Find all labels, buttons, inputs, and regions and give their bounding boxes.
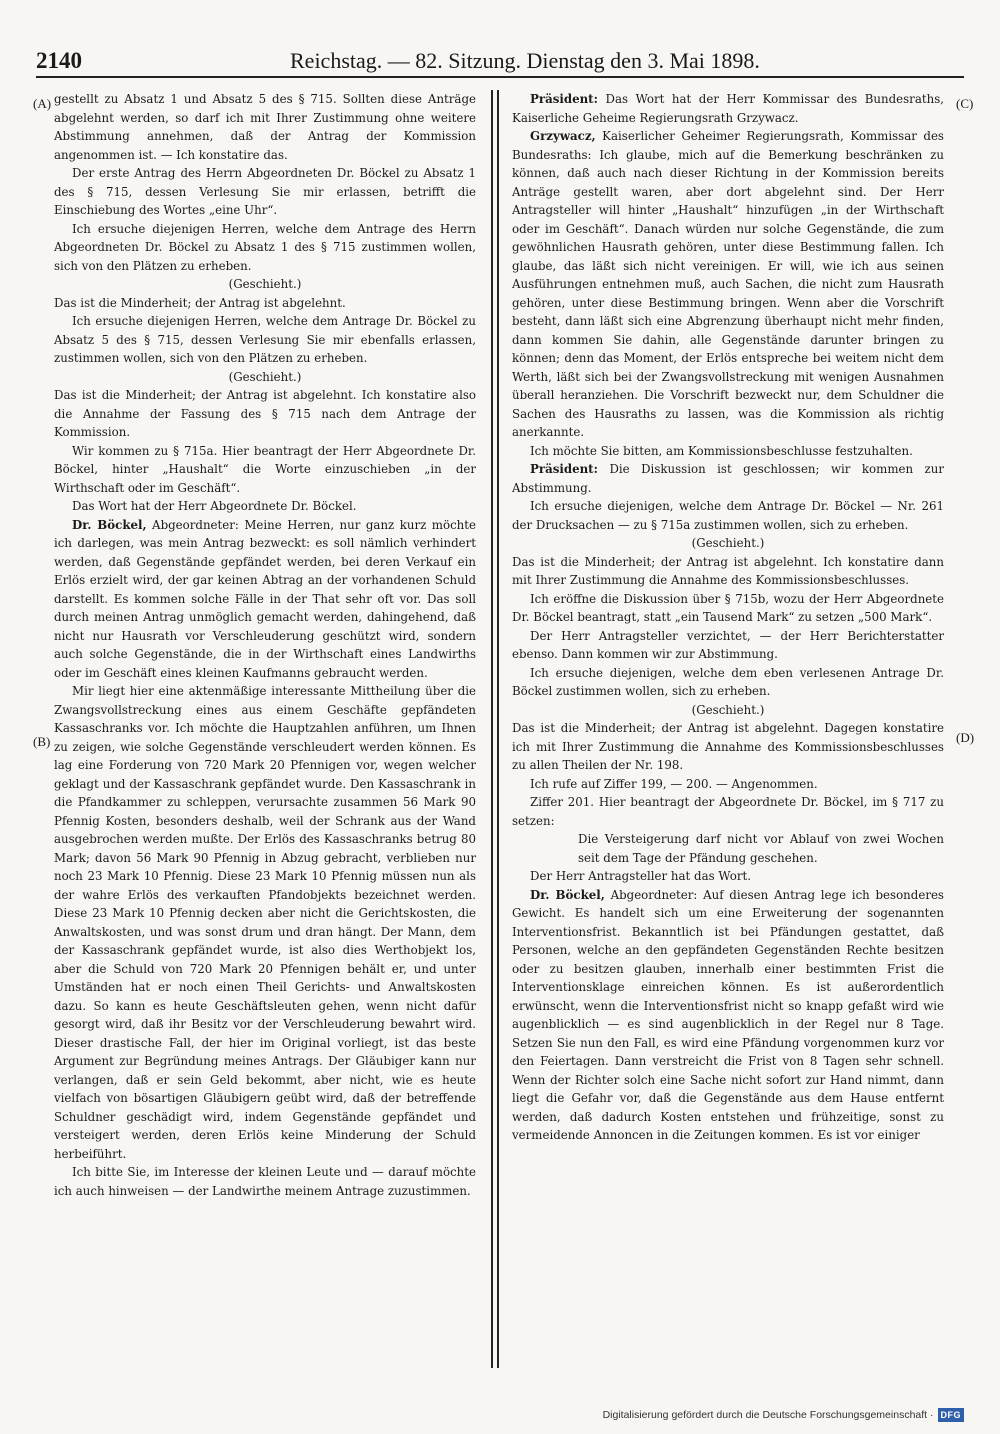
paragraph-text: Ich bitte Sie, im Interesse der kleinen Leute und — darauf möchte ich auch hinweisen — der Landwirthe meinem Antrage zuzustimmen. bbox=[54, 1165, 476, 1198]
column-divider bbox=[491, 90, 493, 1368]
paragraph bbox=[512, 775, 944, 794]
paragraph-text: Ich möchte Sie bitten, am Kommissionsbeschlusse festzuhalten. bbox=[530, 443, 913, 458]
paragraph bbox=[578, 830, 944, 867]
speaker-name: Grzywacz, bbox=[530, 129, 596, 143]
paragraph-text: Der Herr Antragsteller hat das Wort. bbox=[530, 869, 751, 883]
paragraph bbox=[54, 220, 476, 276]
paragraph-text: (Geschieht.) bbox=[691, 702, 765, 717]
paragraph bbox=[512, 701, 944, 720]
paragraph-text: Abgeordneter: Meine Herren, nur ganz kurz möchte ich darlegen, was mein Antrag bezweckt: es soll nämlich verhindert werden, daß Gegenstände gepfändet werden, bei deren Verkauf ein Erlös erzielt wird, der gar keinen Abtrag an der vorhandenen Schuld darstellt. Es kommen solche Fälle in der That sehr oft vor. Das soll durch meinen Antrag unmöglich gemacht werden, dahingehend, daß nicht nur Hausrath vor Verschleuderung geschützt wird, sondern auch solche Gegenstände, die in der Wirthschaft eines Landwirths oder im Geschäft eines kleinen Kaufmanns gebraucht werden. bbox=[54, 517, 476, 680]
paragraph bbox=[54, 164, 476, 220]
paragraph bbox=[54, 275, 476, 294]
page-header bbox=[36, 40, 964, 78]
paragraph bbox=[512, 442, 944, 461]
speaker-name: Präsident: bbox=[530, 92, 598, 106]
paragraph-text: Ich ersuche diejenigen Herren, welche dem Antrage Dr. Böckel zu Absatz 5 des § 715, dessen Verlesung Sie mir ebenfalls erlassen, zustimmen wollen, sich von den Plätzen zu erheben. bbox=[54, 314, 476, 365]
paragraph bbox=[512, 590, 944, 627]
paragraph-text: Die Versteigerung darf nicht vor Ablauf von zwei Wochen seit dem Tage der Pfändung geschehen. bbox=[578, 832, 944, 865]
paragraph bbox=[54, 312, 476, 368]
paragraph bbox=[54, 386, 476, 442]
paragraph-text: Ziffer 201. Hier beantragt der Abgeordnete Dr. Böckel, im § 717 zu setzen: bbox=[512, 795, 944, 828]
paragraph bbox=[54, 497, 476, 516]
paragraph-text: gestellt zu Absatz 1 und Absatz 5 des § 715. Sollten diese Anträge abgelehnt werden, so darf ich mit Ihrer Zustimmung ohne weitere Abstimmung annehmen, daß der Antrag der Kommission angenommen ist. — Ich konstatire das. bbox=[54, 92, 476, 162]
paragraph-text: Abgeordneter: Auf diesen Antrag lege ich besonderes Gewicht. Es handelt sich um eine Erweiterung der sogenannten Interventionsfrist. Bekanntlich ist bei Pfändungen gestattet, daß Personen, welche an den gepfändeten Gegenständen Rechte besitzen oder zu besitzen glauben, innerhalb einer bestimmten Frist die Interventionsklage einreichen können. Es ist außerordentlich erwünscht, wenn die Interventionsfrist nicht so knapp gefaßt wird wie augenblicklich — es sind augenblicklich in der Regel nur 8 Tage. Setzen Sie nun den Fall, es wird eine Pfändung vorgenommen kurz vor den Feiertagen. Dann verstreicht die Frist von 8 Tagen sehr schnell. Wenn der Richter solch eine Sache nicht sofort zur Hand nimmt, dann liegt die Gefahr vor, daß die Gegenstände aus dem Hause entfernt werden, daß dadurch Kosten entstehen und frühzeitige, sonst zu vermeidende Annoncen in die Zeitungen kommen. Es ist vor einiger bbox=[512, 887, 944, 1142]
paragraph-text: Das ist die Minderheit; der Antrag ist abgelehnt. bbox=[54, 295, 346, 310]
paragraph-text: Ich ersuche diejenigen Herren, welche dem Antrage des Herrn Abgeordneten Dr. Böckel zu Absatz 1 des § 715 zustimmen wollen, sich von den Plätzen zu erheben. bbox=[54, 221, 476, 273]
paragraph bbox=[512, 886, 944, 1145]
paragraph bbox=[54, 1163, 476, 1200]
paragraph-text: Wir kommen zu § 715a. Hier beantragt der Herr Abgeordnete Dr. Böckel, hinter „Haushalt“ die Worte einzuschieben „in der Wirthschaft oder im Geschäft“. bbox=[54, 443, 476, 495]
paragraph bbox=[54, 516, 476, 683]
paragraph bbox=[512, 719, 944, 775]
paragraph-text: Das ist die Minderheit; der Antrag ist abgelehnt. Ich konstatire also die Annahme der Fassung des § 715 nach dem Antrage der Kommission. bbox=[54, 388, 476, 439]
paragraph bbox=[512, 627, 944, 664]
paragraph-text: Mir liegt hier eine aktenmäßige interessante Mittheilung über die Zwangsvollstreckung eines aus einem Geschäfte gepfändeten Kassaschranks vor. Ich möchte die Hauptzahlen anführen, um Ihnen zu zeigen, wie solche Gegenstände verschleudert werden können. Es lag eine Forderung von 720 Mark 20 Pfennigen vor, wegen welcher geklagt und der Kassaschrank gepfändet wurde. Den Kassaschrank in die Pfandkammer zu schleppen, verursachte zusammen 56 Mark 90 Pfennig Kosten, besonders deshalb, weil der Schrank aus der Wand ausgebrochen werden mußte. Der Erlös des Kassaschranks betrug 80 Mark; davon 56 Mark 90 Pfennig in Abzug gebracht, verblieben nur noch 23 Mark 10 Pfennig. Diese 23 Mark 10 Pfennig müssen nun als der wahre Erlös des verkauften Pfandobjekts bezeichnet werden. Diese 23 Mark 10 Pfennig decken aber nicht die Gerichtskosten, die Anwaltskosten, und was sonst drum und dran hängt. Der Mann, dem der Kassaschrank gepfändet wurde, ist also dies Werthobjekt los, aber die Schuld von 720 Mark 20 Pfennigen behält er, und unter Umständen hat er noch einen Theil Gerichts- und Anwaltskosten dazu. So kann es heute Geschäftsleuten gehen, wenn nicht dafür gesorgt wird, daß ihr Besitz vor der Verschleuderung bewahrt wird. Dieser drastische Fall, der hier im Original vorliegt, ist das beste Argument zur Begründung meines Antrags. Der Gläubiger kann nur verlangen, daß er sein Geld bekommt, aber nicht, wie es heute vielfach von bösartigen Gläubigern geübt wird, daß der betreffende Schuldner geschädigt wird, indem Gegenstände gepfändet und versteigert werden, deren Erlös keine Minderung der Schuld herbeiführt. bbox=[54, 684, 476, 1161]
margin-mark-d: (D) bbox=[956, 730, 975, 745]
paragraph-text: Ich ersuche diejenigen, welche dem Antrage Dr. Böckel — Nr. 261 der Drucksachen — zu § 715a zustimmen wollen, sich zu erheben. bbox=[512, 499, 944, 532]
paragraph bbox=[512, 460, 944, 497]
paragraph-text: Die Diskussion ist geschlossen; wir kommen zur Abstimmung. bbox=[512, 462, 944, 495]
paragraph-text: Das ist die Minderheit; der Antrag ist abgelehnt. Dagegen konstatire ich mit Ihrer Zustimmung die Annahme des Kommissionsbeschlusses zu allen Theilen der Nr. 198. bbox=[512, 721, 944, 772]
paragraph-text: Ich rufe auf Ziffer 199, — 200. — Angenommen. bbox=[530, 776, 818, 791]
paragraph-text: Der erste Antrag des Herrn Abgeordneten Dr. Böckel zu Absatz 1 des § 715, dessen Verlesung Sie mir erlassen, betrifft die Einschiebung des Wortes „eine Uhr“. bbox=[54, 166, 476, 217]
paragraph bbox=[512, 553, 944, 590]
margin-mark-b: (B) bbox=[33, 734, 51, 749]
paragraph bbox=[512, 127, 944, 442]
margin-mark-c: (C) bbox=[956, 96, 974, 111]
paragraph-text: (Geschieht.) bbox=[228, 277, 302, 291]
speaker-name: Präsident: bbox=[530, 462, 598, 476]
footer-credit: Digitalisierung gefördert durch die Deutsche Forschungsgemeinschaft · bbox=[602, 1409, 934, 1421]
paragraph bbox=[54, 90, 476, 164]
paragraph bbox=[512, 867, 944, 886]
paragraph-text: Das Wort hat der Herr Abgeordnete Dr. Böckel. bbox=[72, 499, 357, 513]
paragraph bbox=[512, 90, 944, 127]
paragraph bbox=[54, 682, 476, 1163]
paragraph bbox=[512, 793, 944, 830]
footer bbox=[603, 1404, 964, 1426]
paragraph-text: Der Herr Antragsteller verzichtet, — der Herr Berichterstatter ebenso. Dann kommen wir zur Abstimmung. bbox=[512, 628, 944, 661]
left-column bbox=[54, 90, 476, 1200]
paragraph-text: (Geschieht.) bbox=[691, 536, 765, 550]
paragraph bbox=[512, 497, 944, 534]
paragraph bbox=[512, 664, 944, 701]
right-column bbox=[512, 90, 944, 1145]
paragraph-text: Kaiserlicher Geheimer Regierungsrath, Kommissar des Bundesraths: Ich glaube, mich auf die Bemerkung beschränken zu können, daß auch nach dieser Richtung in der Kommission bereits Anträge gestellt waren, aber dort abgelehnt sind. Der Herr Antragsteller will hinter „Haushalt“ hinzufügen „in der Wirthschaft oder im Geschäft“. Danach würden nur solche Gegenstände, die zum gewöhnlichen Hausrath gehören, unter diese Bestimmung fallen. Ich glaube, das läßt sich nicht vereinigen. Er will, wie ich aus seinen Ausführungen entnehmen muß, auch Sachen, die nicht zum Hausrath gehören, unter diese Bestimmung bringen. Wenn aber die Vorschrift besteht, dann läßt sich eine Abgrenzung überhaupt nicht mehr finden, dann kommen Sie dahin, alle Gegenstände darunter bringen zu können; denn das Moment, der Erlös entspreche bei weitem nicht dem Werth, läßt sich bei der Zwangsvollstreckung mit wenigen Ausnahmen überall heranziehen. Die Vorschrift bezweckt nur, dem Schuldner die Sachen des Hausraths zu lassen, was die Kommission als richtig anerkannte. bbox=[512, 129, 944, 439]
margin-mark-a: (A) bbox=[33, 96, 52, 111]
paragraph-text: Ich eröffne die Diskussion über § 715b, wozu der Herr Abgeordnete Dr. Böckel beantragt, statt „ein Tausend Mark“ zu setzen „500 Mark“. bbox=[512, 591, 944, 624]
paragraph-text: Ich ersuche diejenigen, welche dem eben verlesenen Antrage Dr. Böckel zustimmen wollen, sich zu erheben. bbox=[512, 665, 944, 698]
paragraph bbox=[512, 534, 944, 553]
column-divider bbox=[497, 90, 499, 1368]
dfg-logo: DFG bbox=[938, 1408, 965, 1422]
page-number: 2140 bbox=[36, 48, 82, 73]
paragraph bbox=[54, 442, 476, 498]
paragraph-text: (Geschieht.) bbox=[228, 369, 302, 384]
paragraph-text: Das Wort hat der Herr Kommissar des Bundesraths, Kaiserliche Geheime Regierungsrath Grzywacz. bbox=[512, 92, 944, 125]
speaker-name: Dr. Böckel, bbox=[530, 887, 605, 902]
paragraph-text: Das ist die Minderheit; der Antrag ist abgelehnt. Ich konstatire dann mit Ihrer Zustimmung die Annahme des Kommissionsbeschlusses. bbox=[512, 554, 944, 587]
paragraph bbox=[54, 368, 476, 387]
speaker-name: Dr. Böckel, bbox=[72, 517, 147, 532]
page-title: Reichstag. — 82. Sitzung. Dienstag den 3. Mai 1898. bbox=[290, 48, 760, 73]
paragraph bbox=[54, 294, 476, 313]
